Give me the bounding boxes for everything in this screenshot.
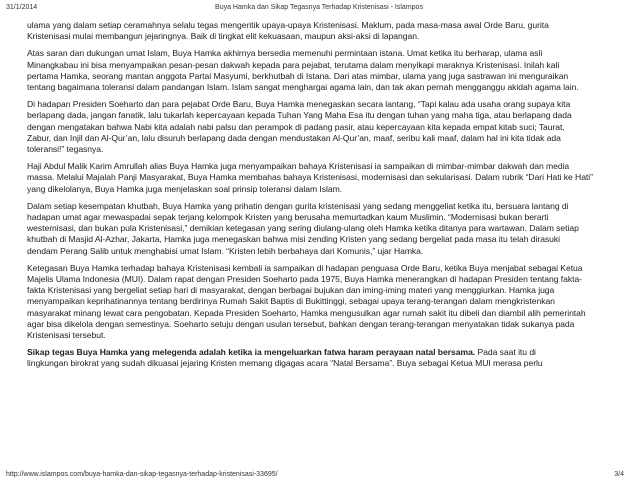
paragraph-7 [27, 347, 620, 369]
page-number: 3/4 [614, 471, 624, 478]
print-header [6, 4, 632, 16]
text-line: khutbah di Masjid Al-Azhar, Jakarta, Hamka juga menegaskan bahwa misi zending Kristen yang sedang bergeliat pada masa itu telah dirasuki [27, 234, 561, 245]
text-line: fakta Kristenisasi yang bergeliat setiap hari di masyarakat, dengan berbagai bujukan dan iming-iming materi yang menggiurkan. Hamka juga [27, 285, 555, 296]
paragraph-2 [27, 48, 620, 93]
print-footer [6, 471, 632, 483]
source-url[interactable]: http://www.islampos.com/buya-hamka-dan-sikap-tegasnya-terhadap-kristenisasi-33695/ [6, 471, 278, 478]
text-line: dendam Perang Salib untuk menghabisi umat Islam. “Kristen lebih berbahaya dari Komunis,” ujar Hamka. [27, 245, 424, 256]
text-line: pertama Hamka, seorang mantan anggota Partai Masyumi, berkhutbah di Istana. Dari atas mimbar, ulama yang juga sastrawan ini menguraikan [27, 70, 569, 81]
text-line-lead [27, 347, 620, 358]
text-line: yang dikelolanya, Buya Hamka juga menjelaskan soal prinsip toleransi dalam Islam. [27, 183, 343, 194]
text-line: Ketegasan Buya Hamka terhadap bahaya Kristenisasi kembali ia sampaikan di hadapan penguasa Orde Baru, ketika Buya menjabat sebagai Ketua [27, 262, 583, 273]
text-line: masyarakat minang lewat cara pengobatan. Kepada Presiden Soeharto, Hamka mengusulkan agar rumah sakit itu dibeli dan diambil alih pemerintah [27, 307, 586, 318]
text-line: Haji Abdul Malik Karim Amrullah alias Buya Hamka juga menyampaikan bahaya Kristenisasi ia sampaikan di mimbar-mimbar dakwah dan media [27, 161, 570, 172]
paragraph-1 [27, 20, 620, 42]
text-line: Dalam setiap kesempatan khutbah, Buya Hamka yang prihatin dengan gurita kristenisasi yang sedang menggeliat ketika itu, bersuara lantang di [27, 200, 569, 211]
text-line: Minangkabau ini bisa menyampaikan pesan-pesan dakwah kepada para pejabat, terutama dalam menyikapi maraknya Kristenisasi. Inilah kali [27, 59, 560, 70]
lead-continuation: Pada saat itu di [475, 347, 536, 358]
text-line: Atas saran dan dukungan umat Islam, Buya Hamka akhirnya bersedia memenuhi permintaan istana. Umat ketika itu berharap, ulama asli [27, 48, 543, 59]
text-line: ulama yang dalam setiap ceramahnya selalu tegas mengeritik upaya-upaya Kristenisasi. Maklum, pada masa-masa awal Orde Baru, gurita [27, 20, 549, 30]
text-line: Majelis Ulama Indonesia (MUI). Dalam rapat dengan Presiden Soeharto pada 1975, Buya Hamka menerangkan di hadapan Presiden tentang fakta- [27, 274, 582, 285]
text-line: westernisasi, dan bukan pula Kristenisasi,” demikian ketegasan yang sering diulang-ulang oleh Hamka ketika ditanya para wartawan. Dalam setiap [27, 223, 579, 234]
text-line: massa. Melalui Majalah Panji Masyarakat, Buya Hamka membahas bahaya Kristenisasi, modernisasi dan sekularisasi. Dalam rubrik “Dari Hati ke Hati” [27, 172, 593, 183]
print-date: 31/1/2014 [6, 4, 38, 11]
text-line: Di hadapan Presiden Soeharto dan para pejabat Orde Baru, Buya Hamka menegaskan secara lantang, “Tapi kalau ada usaha orang supaya kita [27, 99, 571, 110]
text-line: dengan mengatakan bahwa Nabi kita adalah nabi palsu dan perampok di padang pasir, atau kepercayaan kita kepada empat kitab suci; Taurat, [27, 121, 565, 132]
text-line: menyampaikan keprihatinannya tentang berdirinya Rumah Sakit Baptis di Bukittinggi, sebagai upaya terang-terangan dalam mengkristenkan [27, 296, 555, 307]
bold-lead-sentence: Sikap tegas Buya Hamka yang melegenda adalah ketika ia mengeluarkan fatwa haram perayaan natal bersama. [27, 347, 476, 358]
text-line: agar bisa dikelola dengan semestinya. Soeharto setuju dengan usulan tersebut, bahkan dengan terang-terangan menyatakan tidak sukanya pada [27, 318, 575, 329]
article-body [27, 20, 620, 376]
text-line: tentang bagaimana toleransi dalam pandangan Islam. Islam sangat menghargai agama lain, dan tak akan pernah mengganggu akidah agama lain. [27, 82, 579, 93]
text-line: Zabur, dan Injil dan Al-Qur’an, lalu disuruh berlapang dada dengan mendustakan Al-Qur’an, maaf, seribu kali maaf, dalam hal ini kita tidak ada [27, 132, 561, 143]
page-title: Buya Hamka dan Sikap Tegasnya Terhadap Kristenisasi - Islampos [215, 4, 423, 11]
text-line: lingkungan birokrat yang sudah dikuasai jejaring Kristen memang digagas acara “Natal Bersama”. Buya sebagai Ketua MUI merasa perlu [27, 358, 543, 369]
text-line: Kristenisasi mulai membangun jejaringnya. Baik di tingkat elit kekuasaan, maupun aksi-aksi di lapangan. [27, 31, 420, 42]
text-line: berlapang dada, jangan fanatik, lalu tukarlah kepercayaan kepada Tuhan Yang Maha Esa itu dengan tuhan yang maha tiga, atau berlapang dada [27, 110, 572, 121]
paragraph-4 [27, 161, 620, 195]
paragraph-6 [27, 263, 620, 341]
text-line: Kristenisasi tersebut. [27, 330, 106, 341]
paragraph-5 [27, 201, 620, 257]
paragraph-3 [27, 99, 620, 155]
text-line: hadapan umat agar mewaspadai sepak terjang kelompok Kristen yang berusaha memurtadkan kaum Muslimin. “Modernisasi bukan berarti [27, 212, 549, 223]
text-line: toleransi!” tegasnya. [27, 144, 104, 155]
